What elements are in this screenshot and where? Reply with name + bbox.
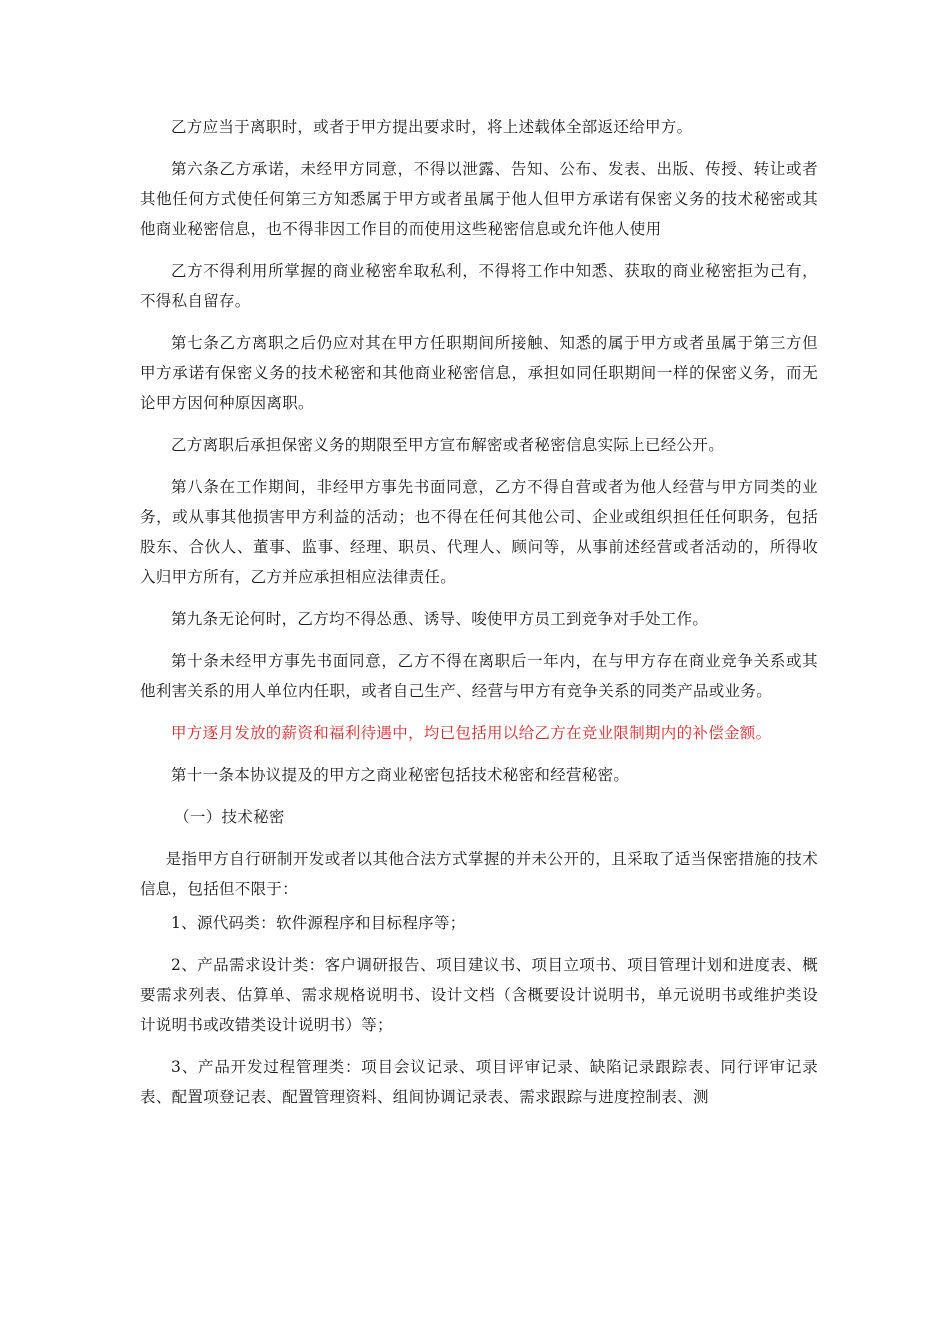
paragraph-confidentiality-term: 乙方离职后承担保密义务的期限至甲方宣布解密或者秘密信息实际上已经公开。 <box>171 436 725 454</box>
document-body <box>140 112 818 1124</box>
paragraph-article-9: 第九条无论何时，乙方均不得怂恿、诱导、唆使甲方员工到竞争对手处工作。 <box>171 610 709 628</box>
list-item-product-design: 2、产品需求设计类：客户调研报告、项目建议书、项目立项书、项目管理计划和进度表、概要需求列表、估算单、需求规格说明书、设计文档（含概要设计说明书，单元说明书或维护类设计说明书或改错类设计说明书）等； <box>140 956 818 1034</box>
paragraph-article-11: 第十一条本协议提及的甲方之商业秘密包括技术秘密和经营秘密。 <box>171 766 630 784</box>
paragraph-article-6: 第六条乙方承诺，未经甲方同意，不得以泄露、告知、公布、发表、出版、传授、转让或者其他任何方式使任何第三方知悉属于甲方或者虽属于他人但甲方承诺有保密义务的技术秘密或其他商业秘密信息，也不得非因工作目的而使用这些秘密信息或允许他人使用 <box>140 160 818 238</box>
paragraph-article-8: 第八条在工作期间，非经甲方事先书面同意，乙方不得自营或者为他人经营与甲方同类的业务，或从事其他损害甲方利益的活动；也不得在任何其他公司、企业或组织担任任何职务，包括股东、合伙人、董事、监事、经理、职员、代理人、顾问等，从事前述经营或者活动的，所得收入归甲方所有，乙方并应承担相应法律责任。 <box>140 478 818 586</box>
paragraph-no-personal-gain: 乙方不得利用所掌握的商业秘密牟取私利，不得将工作中知悉、获取的商业秘密拒为己有，不得私自留存。 <box>140 262 818 310</box>
paragraph-return-carriers: 乙方应当于离职时，或者于甲方提出要求时，将上述载体全部返还给甲方。 <box>171 118 693 136</box>
paragraph-compensation-highlight: 甲方逐月发放的薪资和福利待遇中，均已包括用以给乙方在竞业限制期内的补偿金额。 <box>171 724 772 742</box>
list-item-source-code: 1、源代码类：软件源程序和目标程序等； <box>171 914 466 932</box>
paragraph-technical-secrets-definition: 是指甲方自行研制开发或者以其他合法方式掌握的并未公开的，且采取了适当保密措施的技术信息，包括但不限于： <box>140 850 818 898</box>
heading-technical-secrets: （一）技术秘密 <box>174 808 285 826</box>
list-item-process-management: 3、产品开发过程管理类：项目会议记录、项目评审记录、缺陷记录跟踪表、同行评审记录表、配置项登记表、配置管理资料、组间协调记录表、需求跟踪与进度控制表、测 <box>140 1058 818 1106</box>
paragraph-article-10: 第十条未经甲方事先书面同意，乙方不得在离职后一年内，在与甲方存在商业竞争关系或其他利害关系的用人单位内任职，或者自己生产、经营与甲方有竞争关系的同类产品或业务。 <box>140 652 818 700</box>
paragraph-article-7: 第七条乙方离职之后仍应对其在甲方任职期间所接触、知悉的属于甲方或者虽属于第三方但甲方承诺有保密义务的技术秘密和其他商业秘密信息，承担如同任职期间一样的保密义务，而无论甲方因何种原因离职。 <box>140 334 818 412</box>
